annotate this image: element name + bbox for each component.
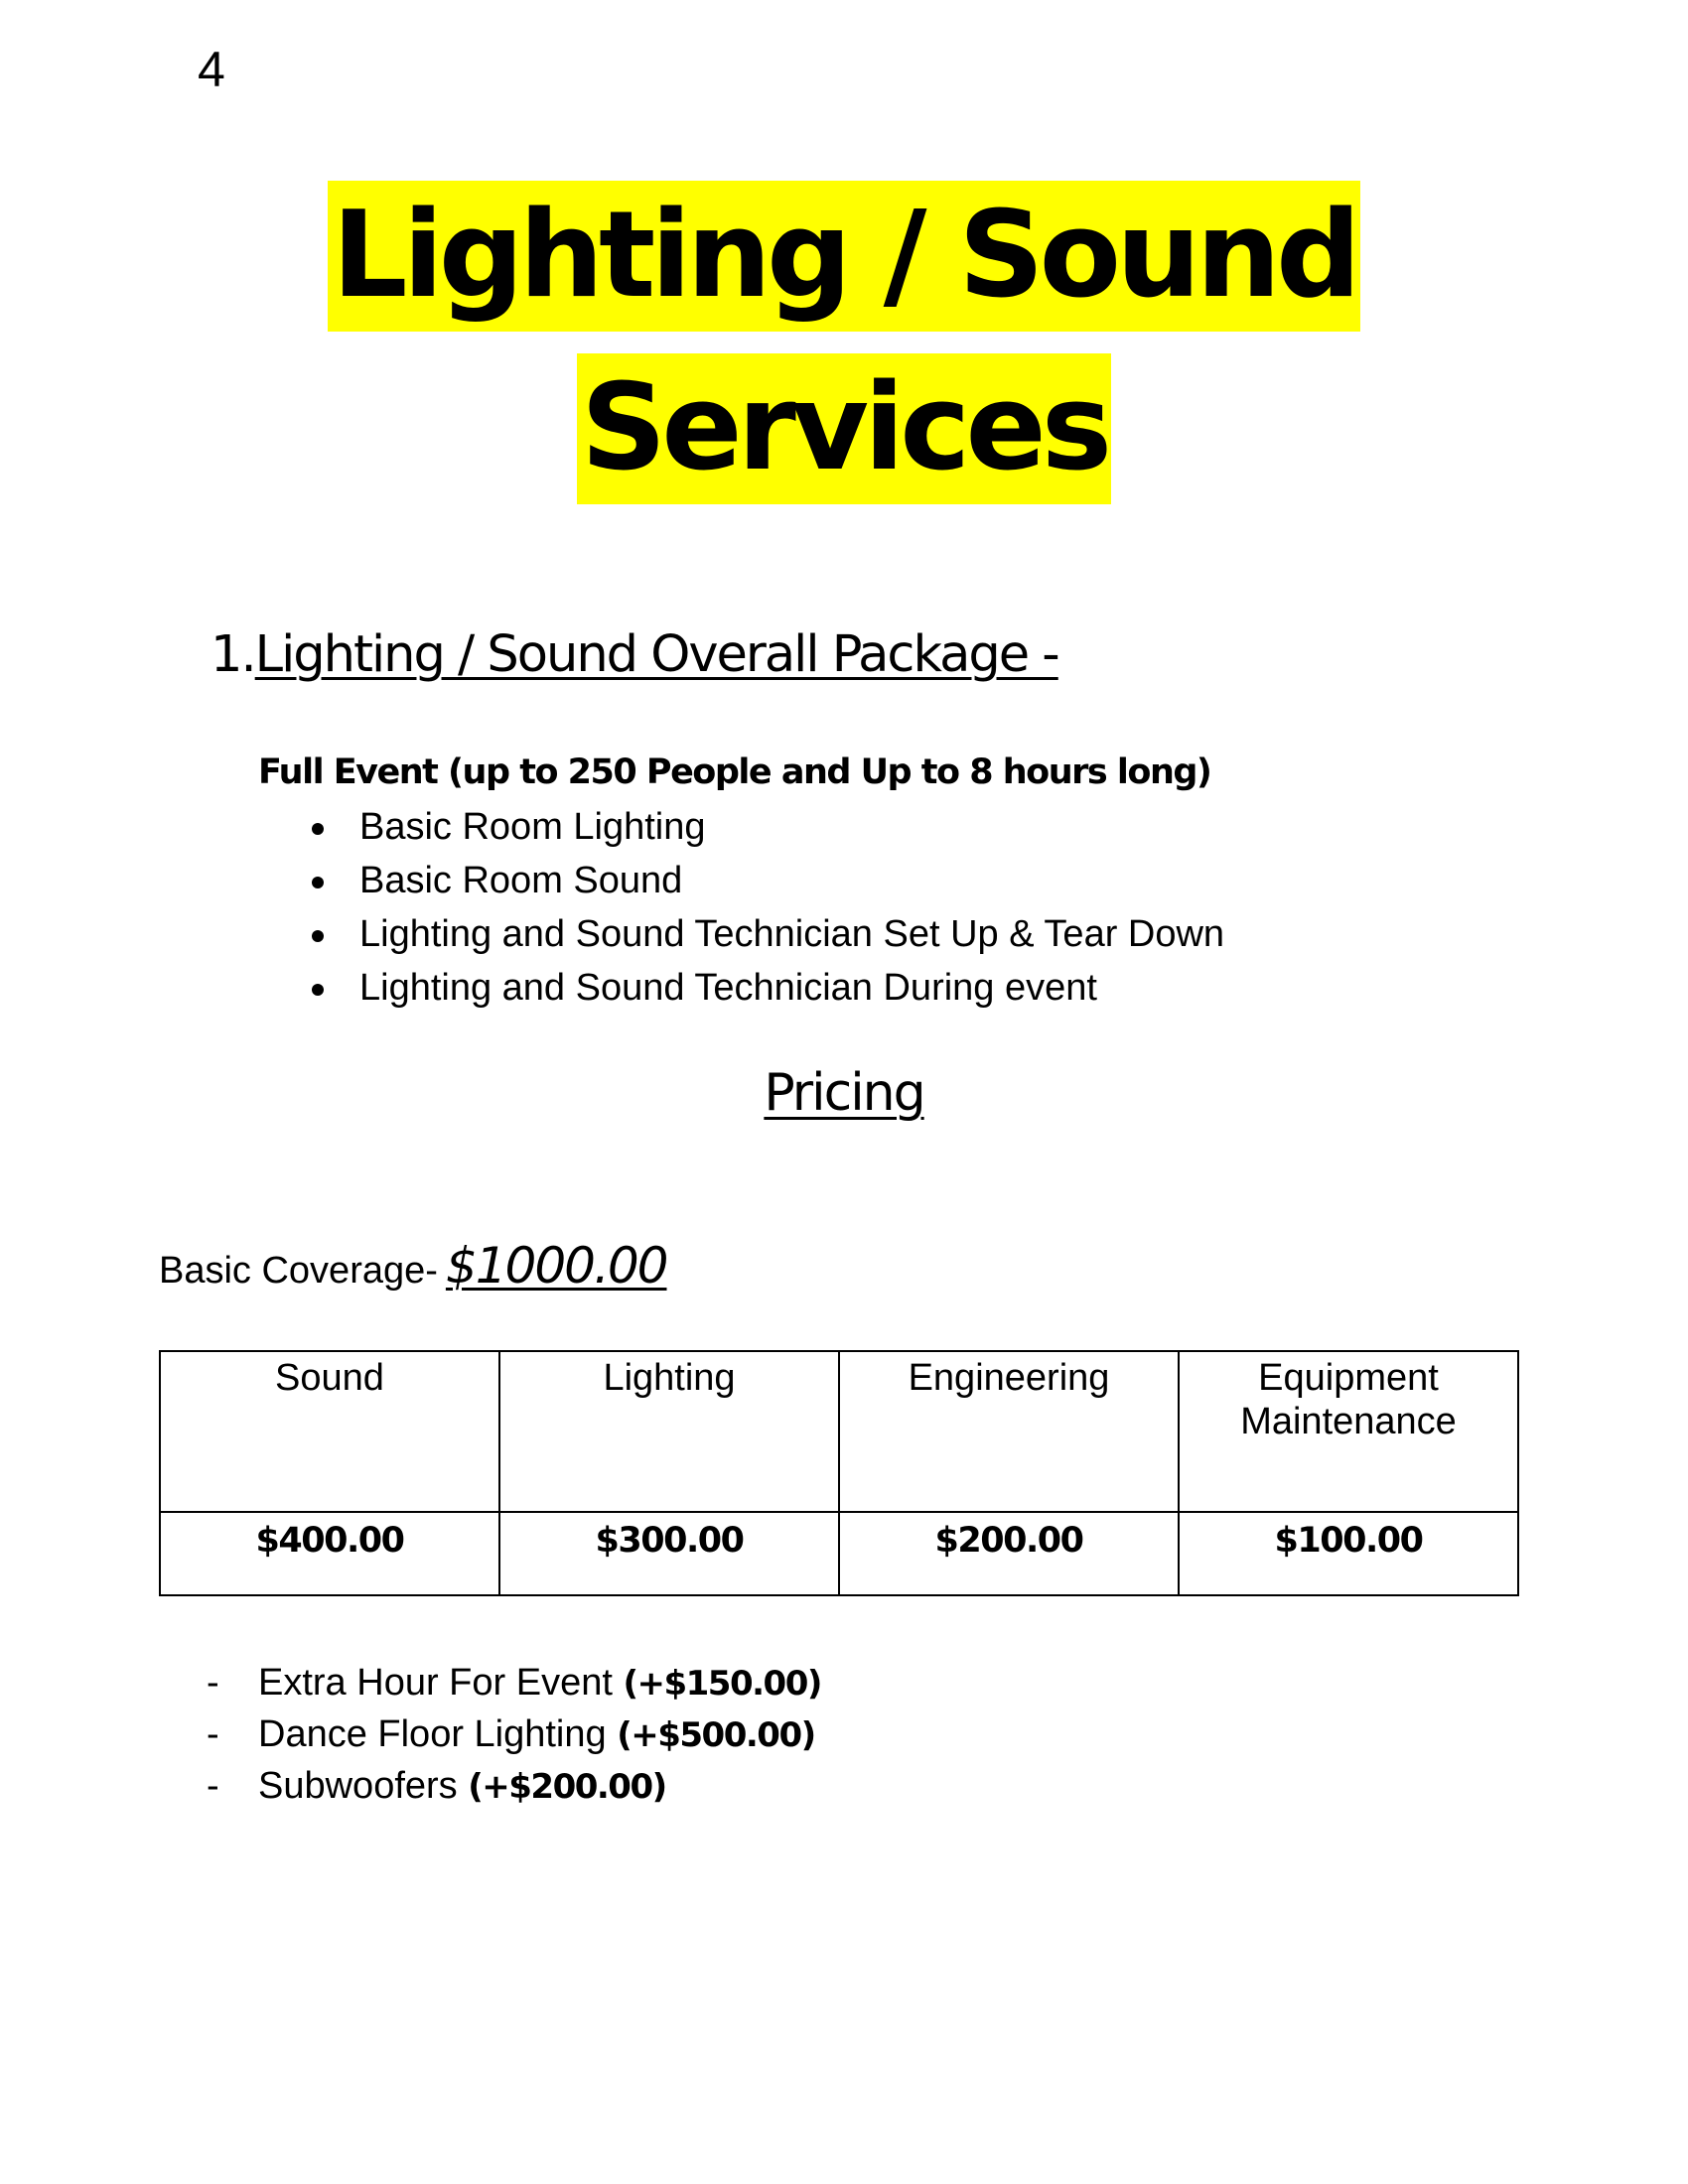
feature-label: Basic Room Sound bbox=[359, 860, 683, 901]
bullet-icon bbox=[312, 984, 324, 996]
price-cell-lighting: $300.00 bbox=[499, 1512, 839, 1595]
section-heading bbox=[211, 623, 1058, 687]
list-item bbox=[207, 1709, 821, 1761]
basic-coverage bbox=[159, 1236, 666, 1300]
feature-label: Basic Room Lighting bbox=[359, 806, 706, 848]
dash-marker: - bbox=[207, 1765, 219, 1807]
feature-label: Lighting and Sound Technician Set Up & Tear Down bbox=[359, 913, 1225, 955]
bullet-icon bbox=[312, 823, 324, 835]
addons-list bbox=[207, 1658, 821, 1813]
page-title bbox=[0, 181, 1688, 504]
list-item bbox=[302, 907, 1224, 961]
dash-marker: - bbox=[207, 1662, 219, 1704]
addon-label: Subwoofers bbox=[258, 1765, 458, 1807]
pricing-table bbox=[159, 1350, 1519, 1596]
header-label-equipment-maintenance: Equipment Maintenance bbox=[1240, 1357, 1457, 1442]
table-header-cell bbox=[1179, 1351, 1518, 1512]
list-item bbox=[207, 1658, 821, 1709]
event-description: Full Event (up to 250 People and Up to 8 hours long) bbox=[258, 752, 1211, 792]
table-header-row bbox=[160, 1351, 1518, 1512]
dash-marker: - bbox=[207, 1713, 219, 1755]
price-cell-sound: $400.00 bbox=[160, 1512, 499, 1595]
pricing-heading-text: Pricing bbox=[764, 1063, 924, 1123]
table-header-cell bbox=[499, 1351, 839, 1512]
basic-coverage-label: Basic Coverage- bbox=[159, 1250, 438, 1292]
list-item bbox=[302, 854, 1224, 907]
addon-price: (+$200.00) bbox=[468, 1767, 666, 1807]
header-label-engineering: Engineering bbox=[908, 1357, 1110, 1399]
list-item bbox=[207, 1761, 821, 1813]
bullet-icon bbox=[312, 877, 324, 888]
list-item bbox=[302, 800, 1224, 854]
price-cell-equipment-maintenance: $100.00 bbox=[1179, 1512, 1518, 1595]
addon-label: Dance Floor Lighting bbox=[258, 1713, 607, 1755]
price-cell-engineering: $200.00 bbox=[839, 1512, 1179, 1595]
list-item bbox=[302, 961, 1224, 1015]
header-label-lighting: Lighting bbox=[603, 1357, 736, 1399]
header-label-sound: Sound bbox=[275, 1357, 384, 1399]
section-number: 1. bbox=[211, 625, 255, 684]
table-header-cell bbox=[160, 1351, 499, 1512]
table-row bbox=[160, 1512, 1518, 1595]
basic-coverage-amount: $1000.00 bbox=[445, 1237, 667, 1295]
page-number: 4 bbox=[198, 42, 225, 97]
title-line-1: Lighting / Sound bbox=[328, 181, 1360, 332]
addon-price: (+$150.00) bbox=[623, 1664, 821, 1704]
feature-label: Lighting and Sound Technician During event bbox=[359, 967, 1097, 1009]
pricing-heading bbox=[0, 1060, 1688, 1126]
feature-list bbox=[302, 800, 1224, 1015]
section-heading-text: Lighting / Sound Overall Package - bbox=[254, 625, 1058, 684]
table-header-cell bbox=[839, 1351, 1179, 1512]
addon-price: (+$500.00) bbox=[617, 1715, 815, 1755]
title-line-2: Services bbox=[577, 353, 1111, 504]
bullet-icon bbox=[312, 930, 324, 942]
addon-label: Extra Hour For Event bbox=[258, 1662, 613, 1704]
